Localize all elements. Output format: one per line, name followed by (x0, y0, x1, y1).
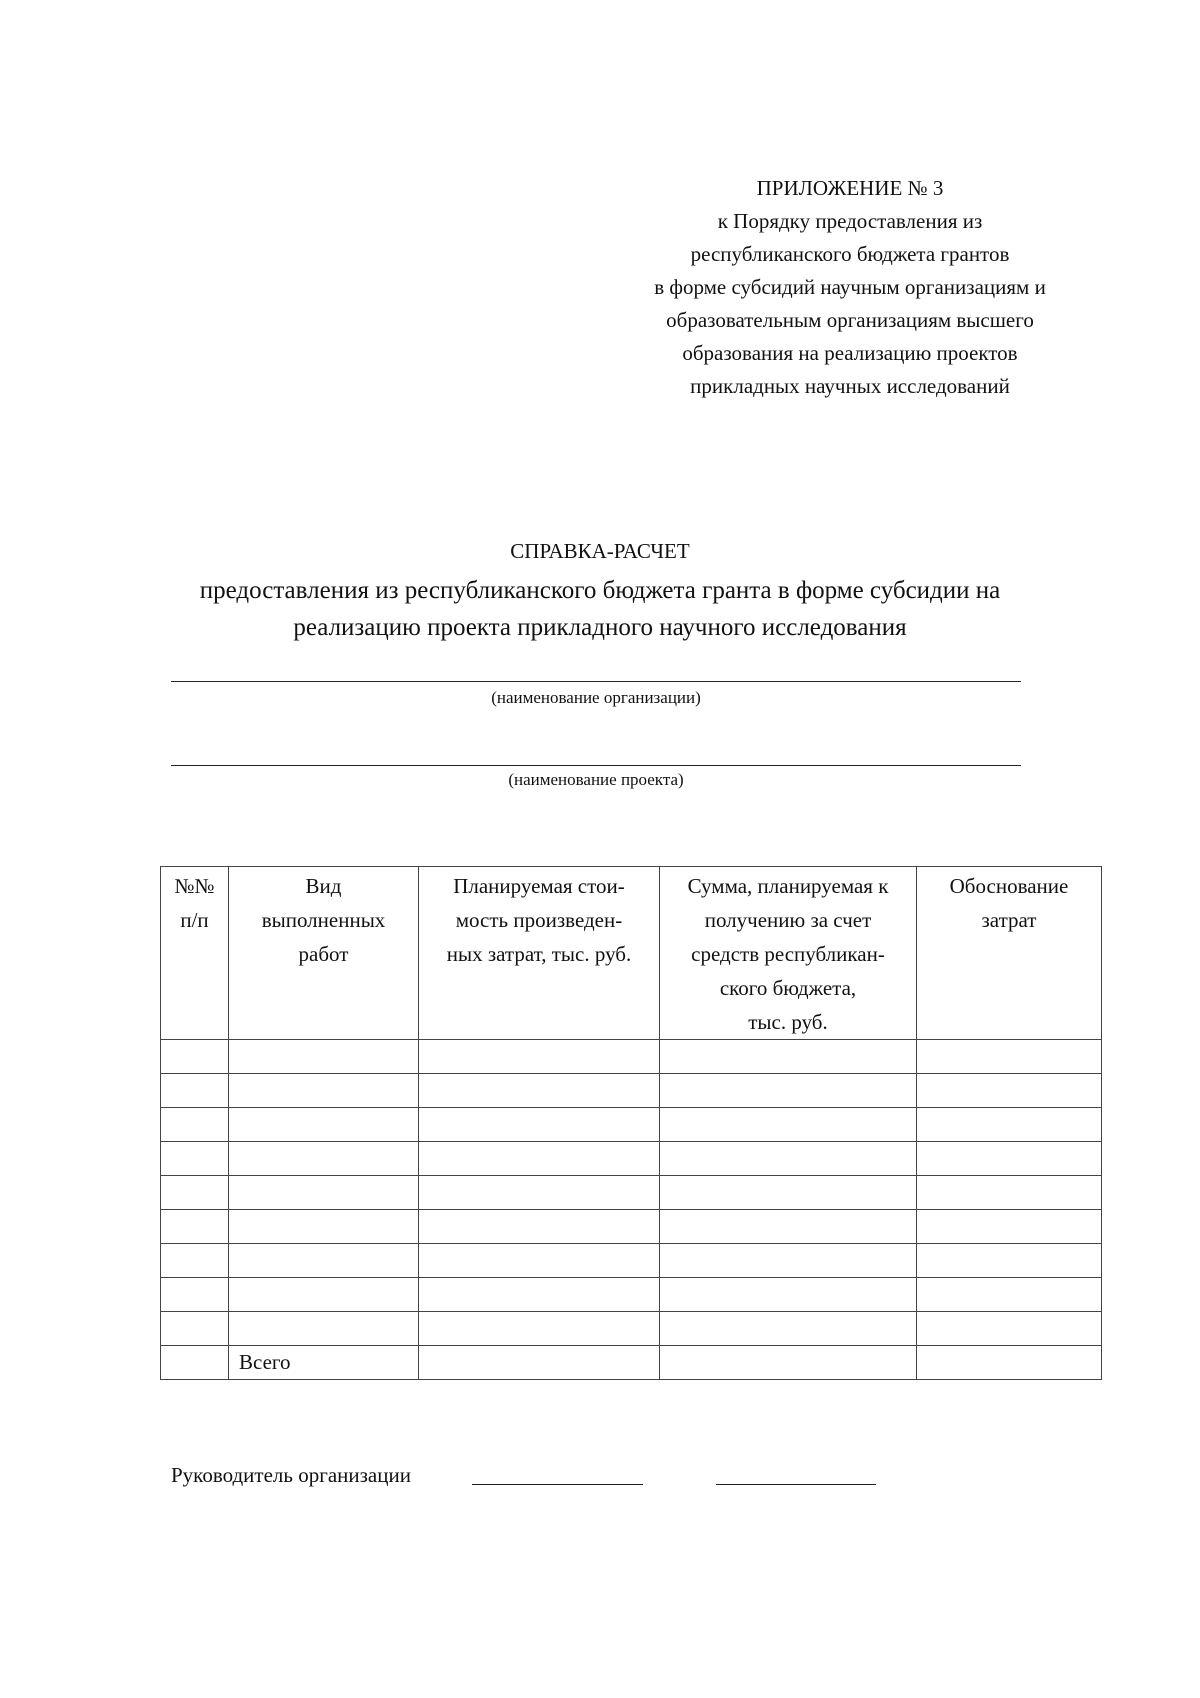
table-row (161, 1142, 1102, 1176)
appendix-block (600, 172, 1100, 403)
table-row (161, 1312, 1102, 1346)
appendix-line: образования на реализацию проектов (682, 341, 1018, 365)
header-line: работ (298, 942, 349, 966)
table-cell[interactable] (419, 1312, 660, 1346)
table-cell[interactable] (229, 1176, 419, 1210)
total-justification-cell[interactable] (917, 1346, 1102, 1380)
table-cell[interactable] (419, 1244, 660, 1278)
table-row (161, 1210, 1102, 1244)
appendix-line: образовательным организациям высшего (666, 308, 1034, 332)
table-cell[interactable] (660, 1312, 917, 1346)
header-line: Сумма, планируемая к (687, 874, 889, 898)
appendix-title: ПРИЛОЖЕНИЕ № 3 (756, 176, 944, 200)
table-cell[interactable] (660, 1142, 917, 1176)
document-subtitle-line: предоставления из республиканского бюджета гранта в форме субсидии на (199, 577, 1001, 604)
column-header-number (161, 867, 229, 1040)
cost-table (160, 866, 1102, 1380)
table-cell[interactable] (917, 1108, 1102, 1142)
signature-name-line[interactable] (716, 1484, 876, 1485)
table-row (161, 1278, 1102, 1312)
header-line: выполненных (261, 908, 386, 932)
table-cell[interactable] (161, 1244, 229, 1278)
appendix-line: прикладных научных исследований (690, 374, 1010, 398)
header-line: получению за счет (704, 908, 872, 932)
header-line: средств республикан- (691, 942, 885, 966)
table-cell[interactable] (161, 1142, 229, 1176)
table-cell[interactable] (917, 1244, 1102, 1278)
table-cell[interactable] (660, 1244, 917, 1278)
table-cell[interactable] (161, 1210, 229, 1244)
header-line: п/п (180, 908, 209, 932)
table-cell[interactable] (660, 1176, 917, 1210)
table-cell[interactable] (660, 1210, 917, 1244)
column-header-budget-amount (660, 867, 917, 1040)
project-name-line[interactable] (171, 765, 1021, 766)
table-cell[interactable] (419, 1040, 660, 1074)
table-cell[interactable] (229, 1210, 419, 1244)
table-cell[interactable] (229, 1278, 419, 1312)
table-cell[interactable] (229, 1040, 419, 1074)
table-cell[interactable] (229, 1108, 419, 1142)
table-cell[interactable] (161, 1176, 229, 1210)
table-cell[interactable] (161, 1108, 229, 1142)
column-header-work-type (229, 867, 419, 1040)
table-cell[interactable] (660, 1278, 917, 1312)
table-cell[interactable] (419, 1176, 660, 1210)
table-cell[interactable] (917, 1312, 1102, 1346)
table-cell[interactable] (229, 1142, 419, 1176)
document-subtitle-line: реализацию проекта прикладного научного исследования (293, 614, 907, 641)
table-cell[interactable] (917, 1040, 1102, 1074)
table-total-row (161, 1346, 1102, 1380)
column-header-justification (917, 867, 1102, 1040)
table-row (161, 1108, 1102, 1142)
table-cell[interactable] (917, 1074, 1102, 1108)
total-budget-amount-cell[interactable] (660, 1346, 917, 1380)
table-cell[interactable] (917, 1142, 1102, 1176)
table-cell[interactable] (161, 1074, 229, 1108)
table-cell[interactable] (917, 1210, 1102, 1244)
header-line: №№ (174, 874, 215, 898)
title-block (100, 536, 1100, 646)
table-cell[interactable] (917, 1176, 1102, 1210)
table-cell[interactable] (660, 1108, 917, 1142)
header-line: мость произведен- (455, 908, 623, 932)
appendix-line: к Порядку предоставления из (717, 209, 983, 233)
organization-name-line[interactable] (171, 681, 1021, 682)
project-name-caption: (наименование проекта) (508, 770, 684, 789)
table-header-row (161, 867, 1102, 1040)
organization-name-caption: (наименование организации) (491, 688, 701, 707)
table-cell[interactable] (419, 1278, 660, 1312)
header-line: затрат (981, 908, 1037, 932)
table-cell[interactable] (161, 1278, 229, 1312)
table-cell[interactable] (161, 1346, 229, 1380)
table-cell[interactable] (161, 1312, 229, 1346)
table-row (161, 1244, 1102, 1278)
header-line: Обоснование (949, 874, 1069, 898)
table-cell[interactable] (660, 1040, 917, 1074)
column-header-planned-cost (419, 867, 660, 1040)
total-label: Всего (229, 1346, 419, 1380)
table-row (161, 1040, 1102, 1074)
table-cell[interactable] (419, 1108, 660, 1142)
header-line: Вид (305, 874, 342, 898)
signature-label: Руководитель организации (171, 1463, 411, 1487)
table-cell[interactable] (419, 1210, 660, 1244)
table-cell[interactable] (161, 1040, 229, 1074)
table-cell[interactable] (229, 1074, 419, 1108)
table-cell[interactable] (419, 1074, 660, 1108)
header-line: Планируемая стои- (453, 874, 625, 898)
table-cell[interactable] (229, 1244, 419, 1278)
table-cell[interactable] (660, 1074, 917, 1108)
header-line: тыс. руб. (748, 1010, 828, 1034)
table-cell[interactable] (917, 1278, 1102, 1312)
document-heading: СПРАВКА-РАСЧЕТ (510, 539, 690, 563)
table-row (161, 1074, 1102, 1108)
header-line: ского бюджета, (719, 976, 857, 1000)
appendix-line: республиканского бюджета грантов (690, 242, 1010, 266)
appendix-line: в форме субсидий научным организациям и (654, 275, 1046, 299)
total-planned-cost-cell[interactable] (419, 1346, 660, 1380)
signature-line[interactable] (472, 1484, 643, 1485)
table-cell[interactable] (229, 1312, 419, 1346)
header-line: ных затрат, тыс. руб. (446, 942, 632, 966)
table-row (161, 1176, 1102, 1210)
table-cell[interactable] (419, 1142, 660, 1176)
